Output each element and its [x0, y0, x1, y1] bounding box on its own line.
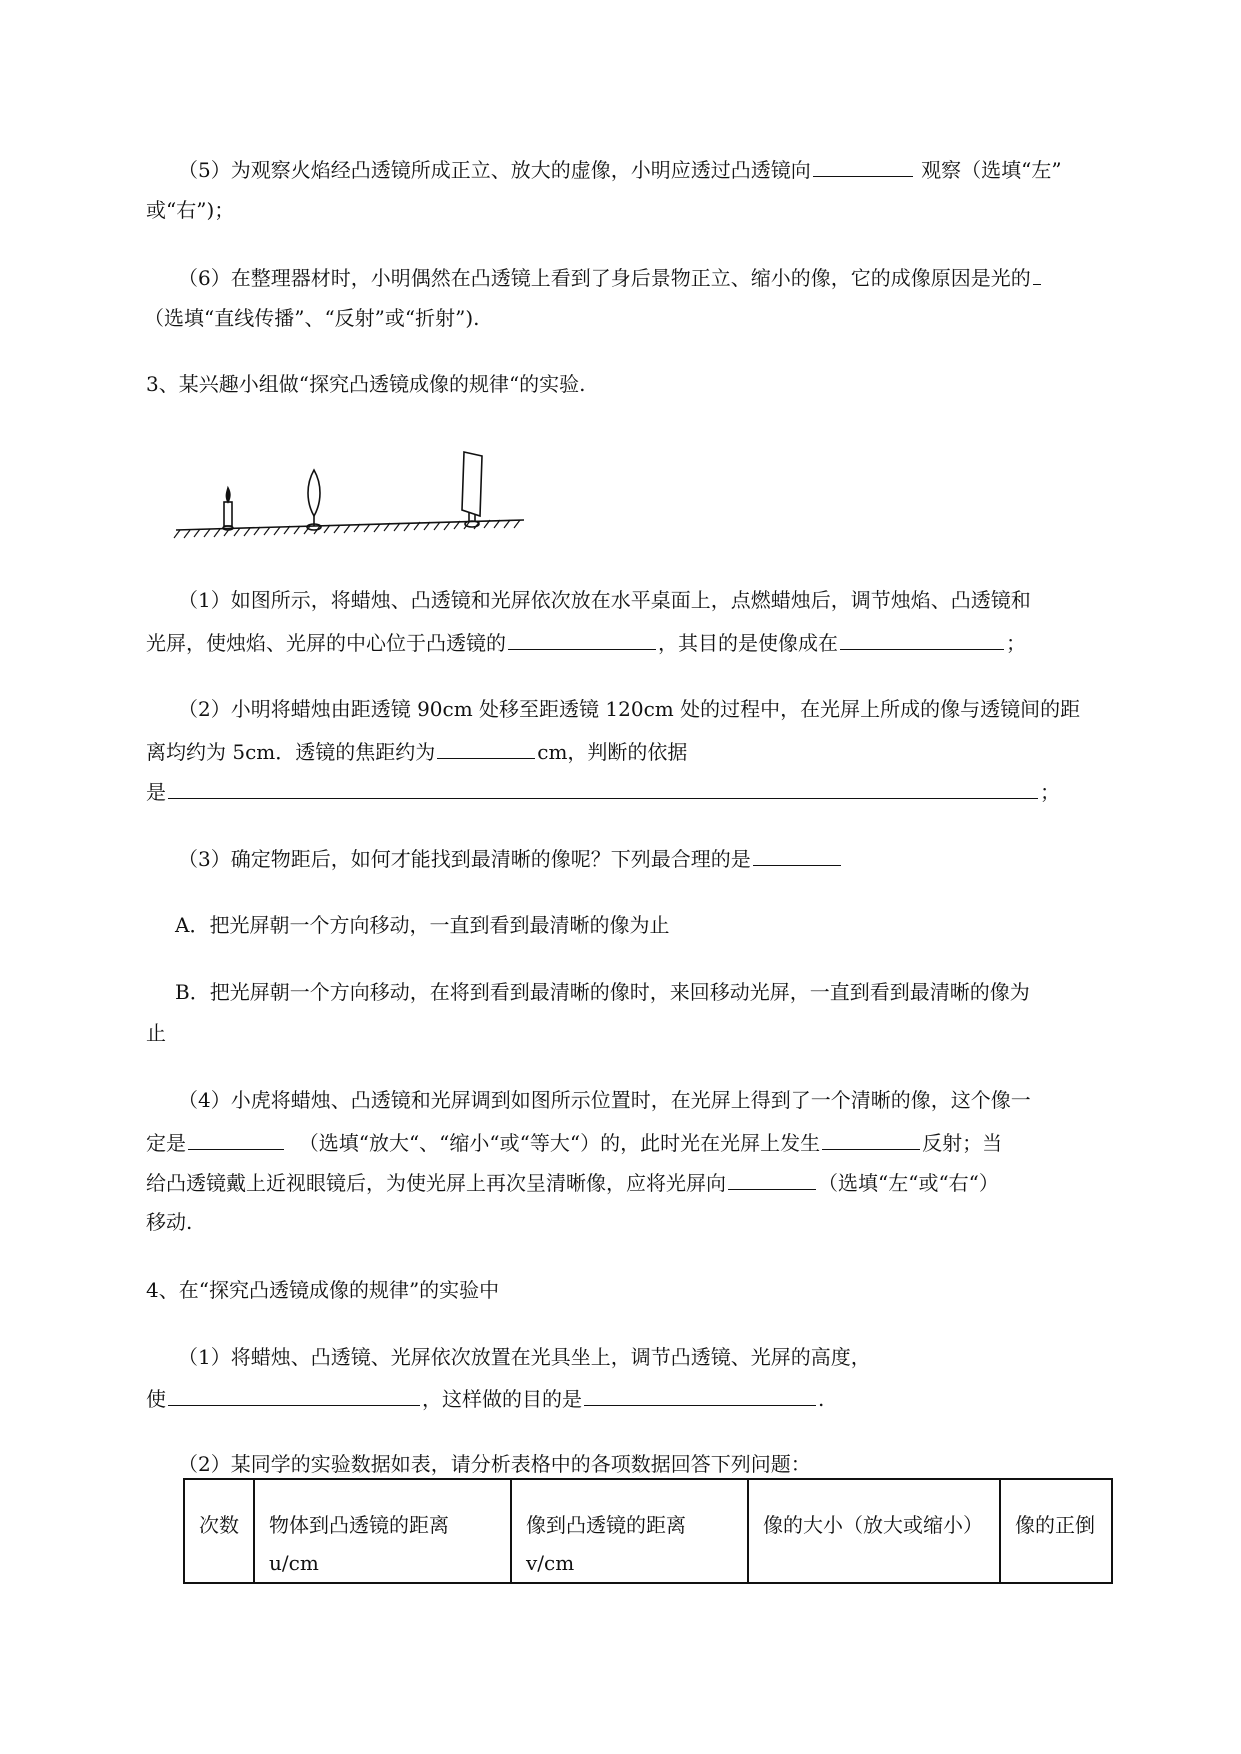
header-image-size: 像的大小（放大或缩小） — [748, 1479, 1000, 1583]
answer-blank[interactable] — [728, 1167, 816, 1190]
header-count: 次数 — [184, 1479, 254, 1583]
option-a: A．把光屏朝一个方向移动，一直到看到最清晰的像为止 — [175, 913, 670, 937]
q3-p4-line3 — [146, 1167, 999, 1197]
q3-p3-line1 — [178, 843, 843, 873]
q4-p1-line1: （1）将蜡烛、凸透镜、光屏依次放置在光具坐上，调节凸透镜、光屏的高度， — [178, 1345, 871, 1369]
light-screen-icon — [462, 452, 482, 527]
q4-p1-text-b: ，这样做的目的是 — [422, 1387, 582, 1411]
q3-p4-line2 — [146, 1127, 1002, 1157]
q2-p6-line1 — [178, 262, 1043, 292]
q3-p1-line2 — [146, 627, 1026, 657]
q3-p2-line3 — [146, 776, 1060, 806]
experiment-data-table — [183, 1478, 1113, 1584]
q3-p1-text-c: ； — [1006, 631, 1026, 655]
q3-p4-line4: 移动. — [146, 1210, 193, 1234]
q3-p1-text-b: ，其目的是使像成在 — [658, 631, 838, 655]
q2-p5-text: （5）为观察火焰经凸透镜所成正立、放大的虚像，小明应透过凸透镜向 — [178, 158, 811, 182]
option-b-line1: B．把光屏朝一个方向移动，在将到看到最清晰的像时，来回移动光屏，一直到看到最清晰的像为 — [175, 980, 1030, 1004]
answer-blank[interactable] — [168, 1383, 420, 1406]
q4-p1-line2 — [146, 1383, 824, 1413]
header-image-orientation: 像的正倒 — [1000, 1479, 1112, 1583]
q3-p4-text-e: （选填“左“或“右“） — [818, 1171, 999, 1195]
q3-p4-text-b: （选填“放大“、“缩小“或“等大“）的，此时光在光屏上发生 — [298, 1131, 821, 1155]
q4-p2-line1: （2）某同学的实验数据如表，请分析表格中的各项数据回答下列问题： — [178, 1452, 811, 1476]
q2-p5-text-b: 观察（选填“左” — [921, 158, 1062, 182]
answer-blank[interactable] — [822, 1127, 920, 1150]
answer-blank[interactable] — [437, 736, 535, 759]
q2-p6-line2: （选填“直线传播”、“反射”或“折射”). — [144, 306, 480, 330]
q3-p2-line1: （2）小明将蜡烛由距透镜 90cm 处移至距透镜 120cm 处的过程中，在光屏上所成的像与透镜间的距 — [178, 697, 1081, 721]
answer-blank[interactable] — [753, 843, 841, 866]
q4-p1-text-a: 使 — [146, 1387, 166, 1411]
q3-p2-text-a: 离均约为 5cm．透镜的焦距约为 — [146, 740, 436, 764]
optical-bench-figure — [172, 444, 528, 546]
q3-p3-text: （3）确定物距后，如何才能找到最清晰的像呢？下列最合理的是 — [178, 847, 751, 871]
answer-blank[interactable] — [188, 1127, 284, 1150]
q2-p5-line1 — [178, 154, 1062, 184]
q3-p4-line1: （4）小虎将蜡烛、凸透镜和光屏调到如图所示位置时，在光屏上得到了一个清晰的像，这个像一 — [178, 1088, 1031, 1112]
q3-p2-text-b: cm，判断的依据 — [537, 740, 688, 764]
q3-p1-line1: （1）如图所示，将蜡烛、凸透镜和光屏依次放在水平桌面上，点燃蜡烛后，调节烛焰、凸透镜和 — [178, 588, 1031, 612]
q3-p4-text-a: 定是 — [146, 1131, 186, 1155]
q4-heading: 4、在“探究凸透镜成像的规律”的实验中 — [146, 1278, 500, 1302]
option-b-line2: 止 — [146, 1021, 166, 1045]
q3-p2-line2 — [146, 736, 687, 766]
q3-p4-text-c: 反射；当 — [922, 1131, 1003, 1155]
q3-heading: 3、某兴趣小组做“探究凸透镜成像的规律“的实验. — [146, 372, 586, 396]
answer-blank[interactable] — [1033, 262, 1041, 285]
table-header-row — [184, 1479, 1112, 1583]
convex-lens-icon — [307, 470, 321, 530]
header-image-distance: 像到凸透镜的距离 v/cm — [511, 1479, 748, 1583]
q3-p2-text-c: 是 — [146, 780, 166, 804]
answer-blank[interactable] — [168, 776, 1038, 799]
q3-p1-text-a: 光屏，使烛焰、光屏的中心位于凸透镜的 — [146, 631, 506, 655]
answer-blank[interactable] — [508, 627, 656, 650]
answer-blank[interactable] — [584, 1383, 816, 1406]
q4-p1-text-c: . — [818, 1387, 825, 1411]
q2-p6-text: （6）在整理器材时，小明偶然在凸透镜上看到了身后景物正立、缩小的像，它的成像原因是光的 — [178, 266, 1031, 290]
header-object-distance: 物体到凸透镜的距离 u/cm — [254, 1479, 511, 1583]
answer-blank[interactable] — [840, 627, 1004, 650]
q2-p5-line2: 或“右”)； — [146, 198, 235, 222]
q3-p4-text-d: 给凸透镜戴上近视眼镜后，为使光屏上再次呈清晰像，应将光屏向 — [146, 1171, 726, 1195]
answer-blank[interactable] — [813, 154, 913, 177]
q3-p2-text-d: ； — [1040, 780, 1060, 804]
candle-icon — [223, 488, 233, 530]
